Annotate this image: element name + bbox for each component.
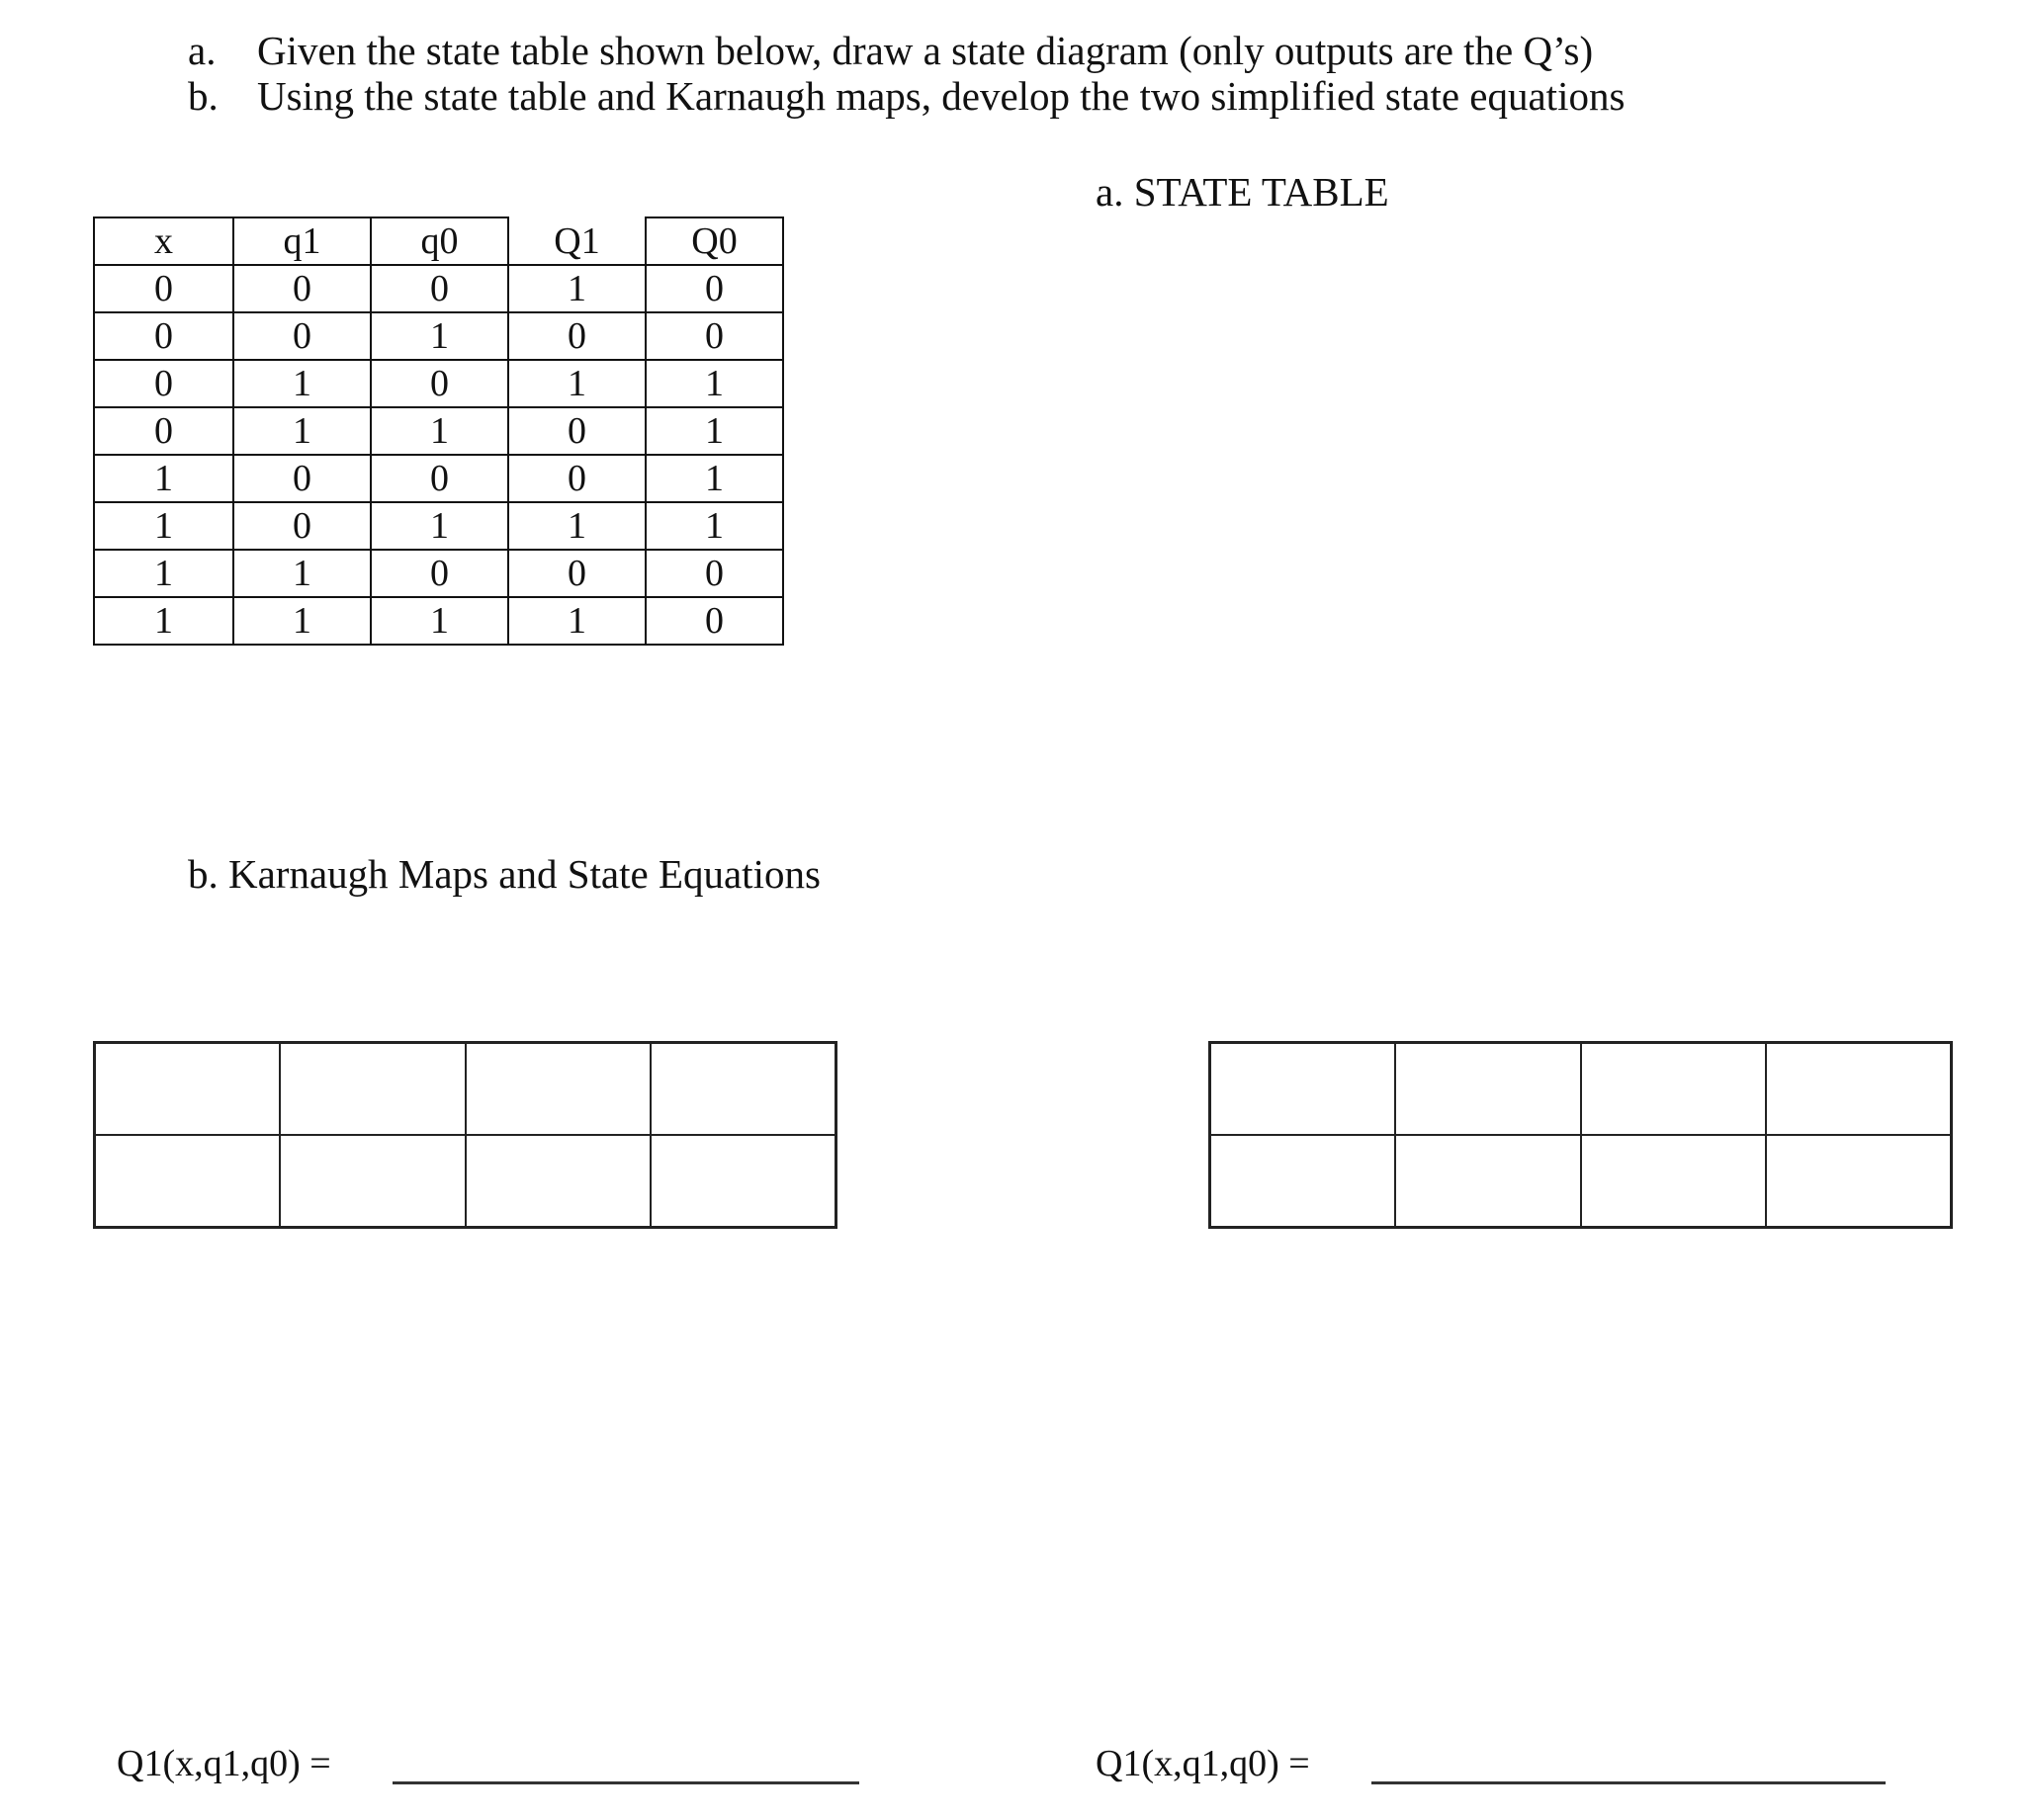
table-cell: 0 <box>508 455 646 502</box>
instruction-text: Using the state table and Karnaugh maps, develop the two simplified state equations <box>257 73 1626 119</box>
table-row <box>94 312 783 360</box>
header-cell: q1 <box>233 217 371 265</box>
table-cell: 0 <box>94 407 233 455</box>
equation-answer-blank-left[interactable] <box>393 1781 859 1784</box>
instruction-text: Given the state table shown below, draw a state diagram (only outputs are the Q’s) <box>257 28 1594 73</box>
table-cell: 1 <box>646 455 783 502</box>
kmap-cell[interactable] <box>1581 1043 1766 1135</box>
kmap-cell[interactable] <box>1210 1135 1395 1227</box>
instruction-a <box>188 28 1593 73</box>
table-cell: 1 <box>508 502 646 550</box>
equation-label-right: Q1(x,q1,q0) = <box>1096 1743 1310 1784</box>
table-cell: 1 <box>508 360 646 407</box>
equation-label-left: Q1(x,q1,q0) = <box>117 1743 331 1784</box>
table-cell: 0 <box>371 550 508 597</box>
kmap-cell[interactable] <box>95 1135 280 1227</box>
table-row <box>94 550 783 597</box>
table-cell: 1 <box>94 597 233 645</box>
instruction-label: a. <box>188 28 217 73</box>
kmap-section-title: b. Karnaugh Maps and State Equations <box>188 851 821 897</box>
table-cell: 0 <box>508 550 646 597</box>
table-cell: 1 <box>94 502 233 550</box>
table-cell: 1 <box>371 502 508 550</box>
table-cell: 0 <box>371 455 508 502</box>
karnaugh-map-q1 <box>93 1041 837 1229</box>
table-cell: 0 <box>646 265 783 312</box>
equation-answer-blank-right[interactable] <box>1371 1781 1886 1784</box>
table-cell: 1 <box>233 597 371 645</box>
table-cell: 0 <box>94 360 233 407</box>
kmap-cell[interactable] <box>1395 1043 1580 1135</box>
table-cell: 1 <box>371 312 508 360</box>
kmap-cell[interactable] <box>466 1135 651 1227</box>
header-cell: Q1 <box>508 217 646 265</box>
state-table <box>93 217 784 646</box>
kmap-cell[interactable] <box>1766 1135 1951 1227</box>
kmap-cell[interactable] <box>651 1135 836 1227</box>
header-cell: Q0 <box>646 217 783 265</box>
karnaugh-map-q0 <box>1208 1041 1953 1229</box>
table-cell: 1 <box>508 265 646 312</box>
kmap-cell[interactable] <box>1766 1043 1951 1135</box>
table-cell: 0 <box>646 550 783 597</box>
table-cell: 0 <box>233 312 371 360</box>
table-cell: 1 <box>646 502 783 550</box>
table-cell: 1 <box>646 407 783 455</box>
table-cell: 1 <box>233 360 371 407</box>
instruction-b <box>188 73 1625 119</box>
table-row <box>94 455 783 502</box>
table-cell: 1 <box>233 407 371 455</box>
kmap-cell[interactable] <box>466 1043 651 1135</box>
table-row <box>94 360 783 407</box>
table-cell: 0 <box>371 265 508 312</box>
table-cell: 1 <box>233 550 371 597</box>
table-cell: 0 <box>371 360 508 407</box>
table-row <box>94 407 783 455</box>
kmap-cell[interactable] <box>1210 1043 1395 1135</box>
kmap-cell[interactable] <box>280 1135 465 1227</box>
table-cell: 0 <box>233 502 371 550</box>
table-cell: 1 <box>94 550 233 597</box>
state-table-title: a. STATE TABLE <box>1096 169 1389 215</box>
header-cell: x <box>94 217 233 265</box>
table-cell: 1 <box>646 360 783 407</box>
kmap-cell[interactable] <box>651 1043 836 1135</box>
table-row <box>94 265 783 312</box>
table-cell: 0 <box>646 597 783 645</box>
table-header-row <box>94 217 783 265</box>
table-cell: 0 <box>508 312 646 360</box>
kmap-cell[interactable] <box>1395 1135 1580 1227</box>
instruction-label: b. <box>188 73 219 119</box>
table-cell: 1 <box>94 455 233 502</box>
kmap-cell[interactable] <box>95 1043 280 1135</box>
table-cell: 1 <box>508 597 646 645</box>
header-cell: q0 <box>371 217 508 265</box>
table-cell: 0 <box>94 312 233 360</box>
table-cell: 0 <box>233 265 371 312</box>
table-cell: 0 <box>508 407 646 455</box>
table-row <box>94 502 783 550</box>
table-cell: 0 <box>94 265 233 312</box>
table-row <box>94 597 783 645</box>
table-cell: 1 <box>371 597 508 645</box>
kmap-cell[interactable] <box>280 1043 465 1135</box>
kmap-cell[interactable] <box>1581 1135 1766 1227</box>
table-cell: 0 <box>646 312 783 360</box>
table-cell: 1 <box>371 407 508 455</box>
table-cell: 0 <box>233 455 371 502</box>
